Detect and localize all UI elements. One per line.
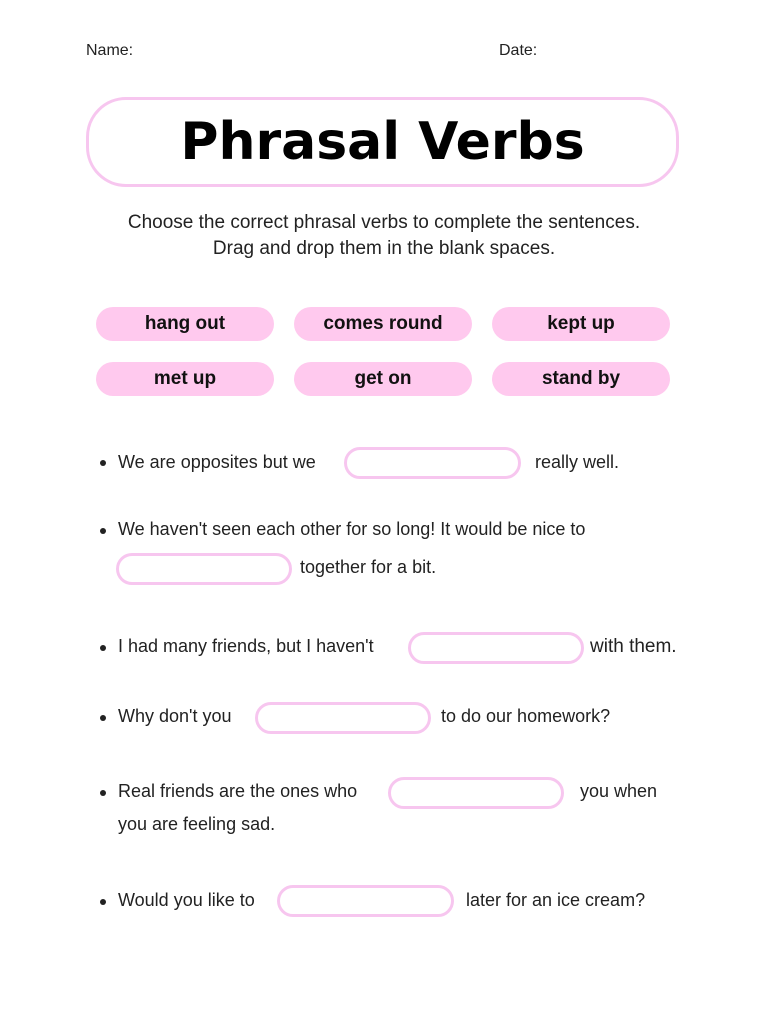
title-box xyxy=(86,97,679,187)
instructions-line-1: Choose the correct phrasal verbs to complete the sentences. xyxy=(127,212,641,233)
blank-3[interactable] xyxy=(408,632,584,664)
bullet xyxy=(100,460,106,466)
sentence-1-before: We are opposites but we xyxy=(118,452,316,472)
sentence-2-after: together for a bit. xyxy=(300,557,437,577)
word-chip-kept-up[interactable]: kept up xyxy=(492,307,670,341)
instructions xyxy=(0,210,768,262)
bullet xyxy=(100,790,106,796)
bullet xyxy=(100,715,106,721)
instructions-line-2: Drag and drop them in the blank spaces. xyxy=(212,238,556,259)
sentence-5-continuation: you are feeling sad. xyxy=(118,814,276,834)
sentence-3-before: I had many friends, but I haven't xyxy=(118,636,374,656)
word-chip-met-up[interactable]: met up xyxy=(96,362,274,396)
bullet xyxy=(100,899,106,905)
sentence-1-after: really well. xyxy=(535,452,620,472)
sentence-5-before: Real friends are the ones who xyxy=(118,781,358,801)
blank-4[interactable] xyxy=(255,702,431,734)
sentence-2-before: We haven't seen each other for so long! It would be nice to xyxy=(118,519,586,539)
blank-5[interactable] xyxy=(388,777,564,809)
sentence-3-after: with them. xyxy=(590,636,677,657)
sentence-6-after: later for an ice cream? xyxy=(466,890,646,910)
name-label: Name: xyxy=(86,42,134,59)
sentence-5-after: you when xyxy=(580,781,658,801)
sentence-4-after: to do our homework? xyxy=(441,706,611,726)
blank-1[interactable] xyxy=(344,447,521,479)
word-chip-hang-out[interactable]: hang out xyxy=(96,307,274,341)
bullet xyxy=(100,645,106,651)
word-chip-stand-by[interactable]: stand by xyxy=(492,362,670,396)
date-label: Date: xyxy=(499,42,538,59)
word-chip-comes-round[interactable]: comes round xyxy=(294,307,472,341)
page-title: Phrasal Verbs xyxy=(180,112,585,172)
sentence-6-before: Would you like to xyxy=(118,890,255,910)
word-chip-get-on[interactable]: get on xyxy=(294,362,472,396)
sentence-4-before: Why don't you xyxy=(118,706,232,726)
blank-2[interactable] xyxy=(116,553,292,585)
bullet xyxy=(100,528,106,534)
blank-6[interactable] xyxy=(277,885,454,917)
